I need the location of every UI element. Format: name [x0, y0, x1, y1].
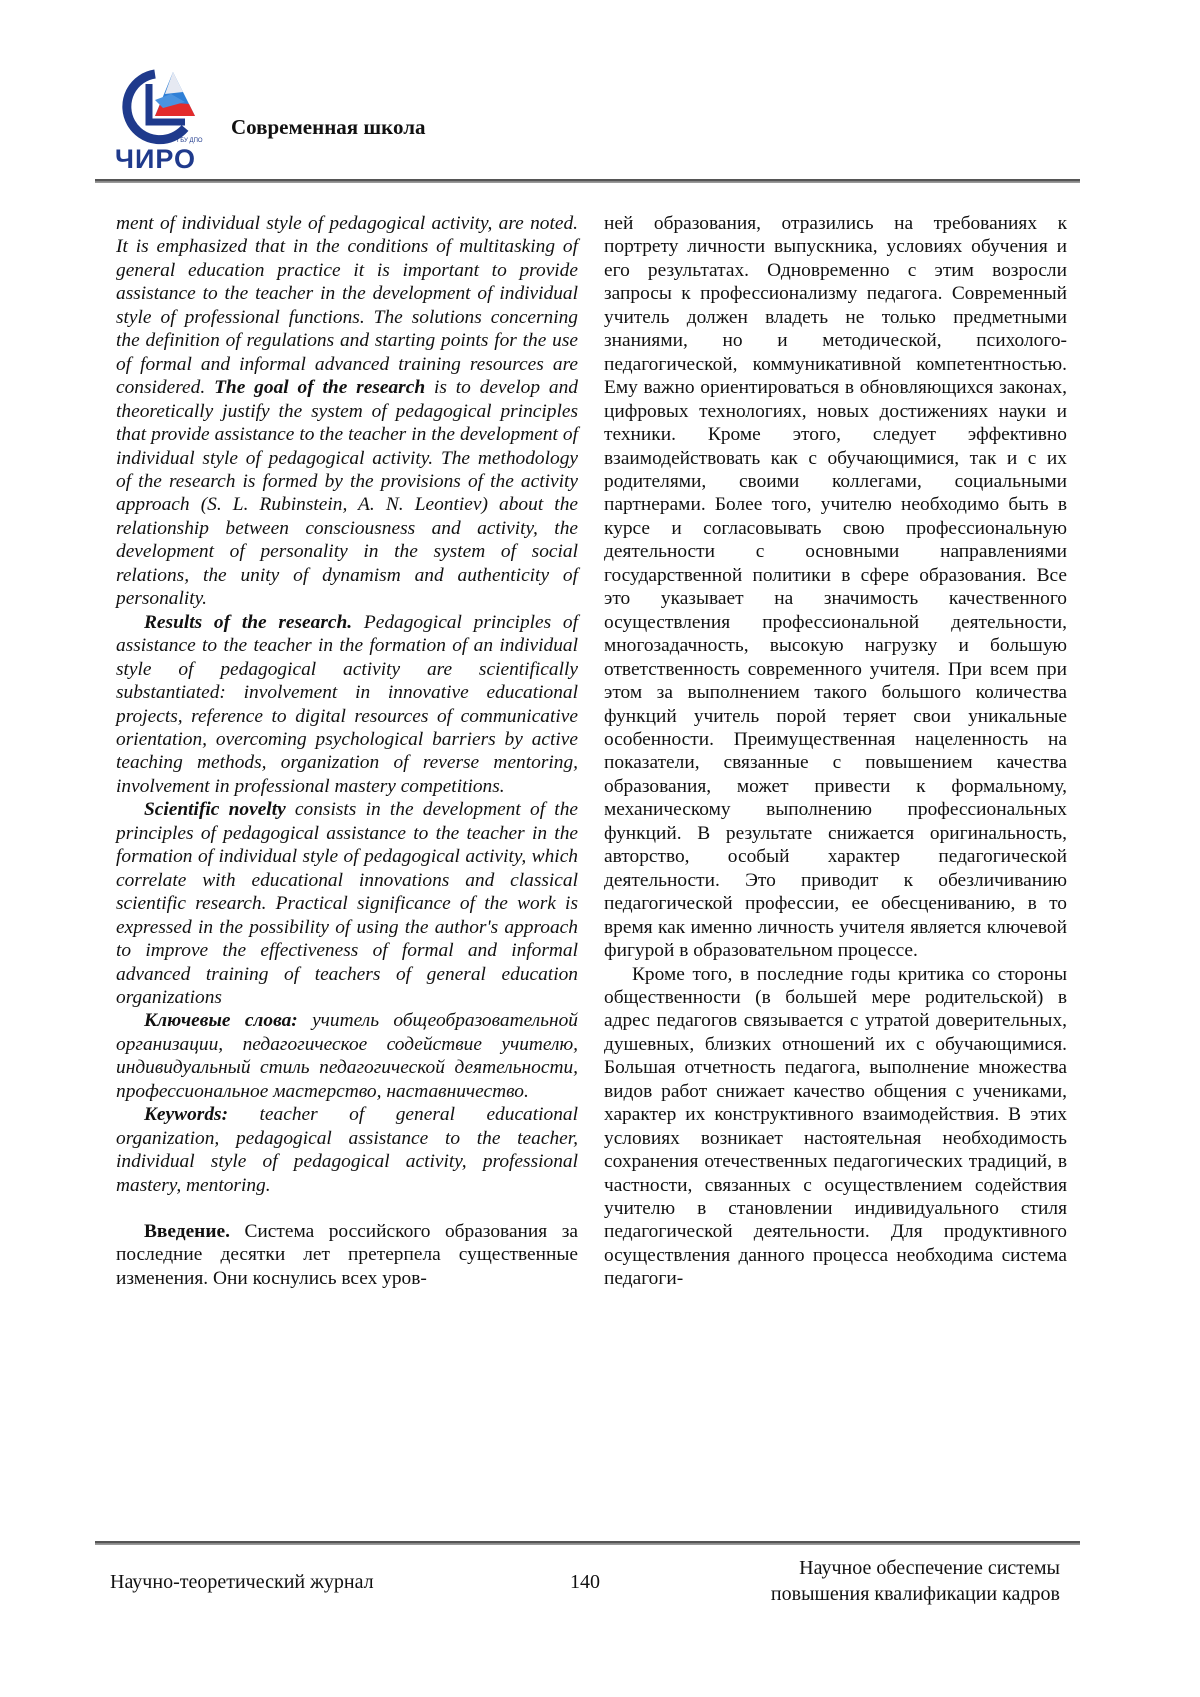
footer-divider — [95, 1541, 1080, 1545]
logo-text: ЧИРО — [115, 144, 197, 174]
keywords-ru-heading: Ключевые слова: — [144, 1010, 298, 1032]
footer-section — [771, 1555, 1060, 1607]
keywords-en-text: teacher of general educational organization, pedagogical assistance to the teacher, individual style of pedagogical activity, professional mastery, mentoring. — [116, 1104, 578, 1196]
chiro-logo — [115, 66, 207, 176]
keywords-en-paragraph — [116, 1103, 578, 1197]
right-column — [604, 212, 1067, 1291]
journal-title: Современная школа — [231, 115, 426, 139]
results-text: Pedagogical principles of assistance to the teacher in the formation of an individual style of pedagogical activity are scientifically substantiated: involvement in innovative educational projects, reference to digital resources of communicative orientation, overcoming psychological barriers by active teaching methods, organization of reverse mentoring, involvement in professional mastery competitions. — [116, 611, 579, 797]
footer-journal-type: Научно-теоретический журнал — [110, 1571, 374, 1593]
abstract-paragraph — [116, 212, 578, 611]
novelty-paragraph — [116, 798, 578, 1009]
keywords-ru-paragraph — [116, 1009, 578, 1103]
body-paragraph: Кроме того, в последние годы критика со стороны общественности (в большей мере родительской) в адрес педагогов связывается с утратой доверительных, душевных, близких отношений их с обучающимися. Большая отчетность педагога, выполнение множества видов работ снижает качество общения с учениками, характер их конструктивного взаимодействия. В этих условиях возникает настоятельная необходимость сохранения отечественных педагогических традиций, в частности, связанных с осуществлением содействия учителю в становлении индивидуального стиля педагогической деятельности. Для продуктивного осуществления данного процесса необходима система педагоги- — [604, 963, 1067, 1290]
introduction-heading: Введение. — [144, 1221, 230, 1243]
introduction-paragraph — [116, 1220, 578, 1290]
footer-section-line2: повышения квалификации кадров — [770, 1583, 1060, 1605]
page-number: 140 — [570, 1571, 600, 1593]
logo-subtitle: ГБУ ДПО — [177, 138, 203, 144]
page-footer — [110, 1555, 1070, 1615]
keywords-ru-text: учитель общеобразовательной организации, педагогическое содействие учителю, индивидуальный стиль педагогической деятельности, профессиональное мастерство, наставничество. — [116, 1010, 578, 1102]
results-paragraph — [116, 611, 578, 799]
header-divider — [95, 179, 1080, 183]
abstract-text-cont: is to develop and theoretically justify the system of pedagogical principles that provide assistance to the teacher in the development of individual style of pedagogical activity. The methodology of the research is formed by the provisions of the activity approach (S. L. Rubinstein, A. N. Leontiev) about the relationship between consciousness and activity, the development of personality in the system of social relations, the unity of dynamism and authenticity of personality. — [116, 377, 578, 610]
keywords-en-heading: Keywords: — [144, 1104, 229, 1126]
footer-section-line1: Научное обеспечение системы — [799, 1557, 1060, 1579]
goal-heading: The goal of the research — [214, 377, 426, 399]
results-heading: Results of the research. — [144, 611, 353, 633]
logo-emblem-icon — [115, 66, 207, 146]
novelty-text: consists in the development of the principles of pedagogical assistance to the teacher in the formation of individual style of pedagogical activity, which correlate with educational innovations and classical scientific research. Practical significance of the work is expressed in the possibility of using the author's approach to improve the effectiveness of formal and informal advanced training of teachers of general education organizations — [116, 799, 578, 1008]
spacer — [116, 1197, 578, 1220]
page-header — [105, 60, 1080, 178]
left-column — [116, 212, 578, 1290]
novelty-heading: Scientific novelty — [144, 799, 286, 821]
body-paragraph: ней образования, отразились на требованиях к портрету личности выпускника, условиях обучения и его результатах. Одновременно с этим возросли запросы к профессионализму педагога. Современный учитель должен владеть не только предметными знаниями, но и методической, психолого-педагогической, коммуникативной компетентностью. Ему важно ориентироваться в обновляющихся законах, цифровых технологиях, новых достижениях науки и техники. Кроме этого, следует эффективно взаимодействовать как с обучающимися, так и с их родителями, своими коллегами, социальными партнерами. Более того, учителю необходимо быть в курсе и согласовывать свою профессиональную деятельности с основными направлениями государственной политики в сфере образования. Все это указывает на значимость качественного осуществления профессиональной деятельности, многозадачность, высокую нагрузку и большую ответственность современного учителя. При всем при этом за выполнением такого большого количества функций учитель порой теряет свои уникальные особенности. Преимущественная нацеленность на показатели, связанные с повышением качества образования, может привести к формальному, механическому выполнению профессиональных функций. В результате снижается оригинальность, авторство, особый характер педагогической деятельности. Это приводит к обезличиванию педагогической профессии, ее обесцениванию, в то время как именно личность учителя является ключевой фигурой в образовательном процессе. — [604, 213, 1067, 962]
introduction-text: Система российского образования за последние десятки лет претерпела существенные изменения. Они коснулись всех уров- — [116, 1221, 578, 1289]
abstract-text: ment of individual style of pedagogical activity, are noted. It is emphasized that in the conditions of multitasking of general education practice it is important to provide assistance to the teacher in the development of individual style of professional functions. The solutions concerning the definition of regulations and starting points for the use of formal and informal advanced training resources are considered. — [116, 213, 578, 399]
